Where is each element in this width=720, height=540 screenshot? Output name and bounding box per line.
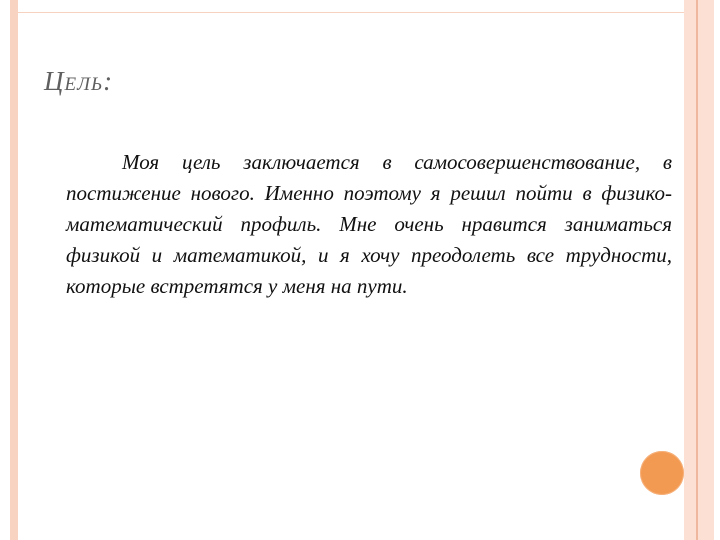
slide-title: Цель:: [44, 66, 114, 96]
slide-body-text: Моя цель заключается в самосовершенствование, в постижение нового. Именно поэтому я решил пойти в физико-математический профиль. Мне очень нравится заниматься физикой и математикой, и я хочу преодолеть все трудности, которые встретятся у меня на пути.: [66, 150, 672, 298]
top-decorative-line: [18, 12, 688, 13]
accent-circle-icon: [640, 451, 684, 495]
right-decorative-line: [696, 0, 698, 540]
right-decorative-band: [684, 0, 714, 540]
left-decorative-stripe: [10, 0, 18, 540]
